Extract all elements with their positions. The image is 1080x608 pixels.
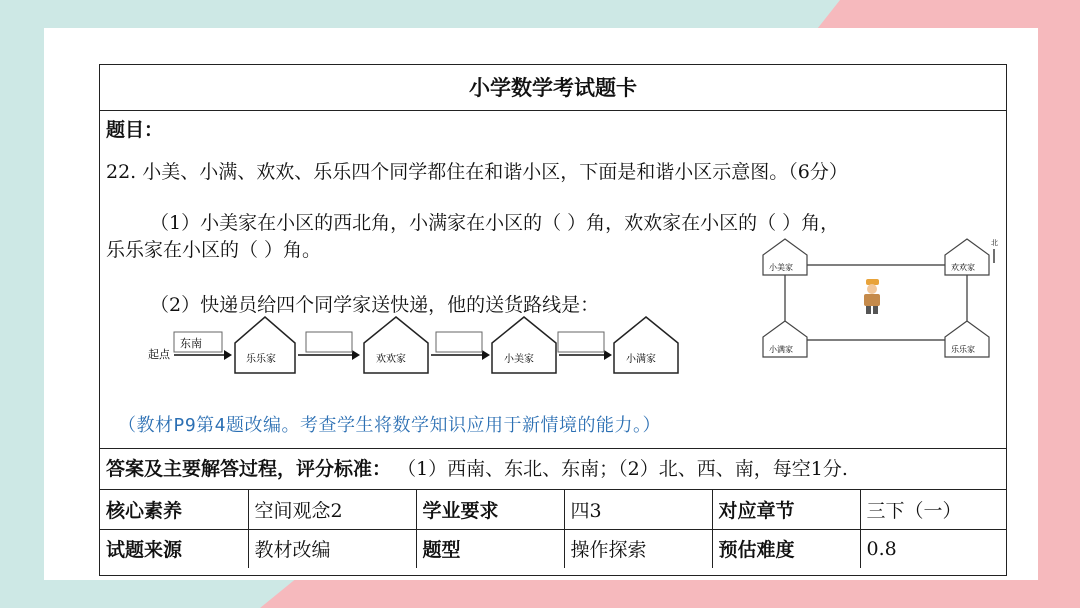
meta-label-requirement: 学业要求: [416, 490, 564, 529]
arrowhead-icon: [604, 350, 612, 360]
table-row: [100, 529, 1006, 568]
part2-text: （2）快递员给四个同学家送快递，他的送货路线是：: [150, 294, 600, 316]
house-label-1: 乐乐家: [246, 354, 276, 365]
meta-table: [100, 490, 1006, 568]
question-intro: 22. 小美、小满、欢欢、乐乐四个同学都住在和谐小区，下面是和谐小区示意图。（6分）: [106, 161, 848, 183]
courier-icon: [864, 279, 880, 314]
meta-value-requirement: 四3: [564, 490, 712, 529]
route-diagram: [140, 315, 700, 385]
meta-value-difficulty: 0.8: [860, 529, 1006, 568]
answer-text: （1）西南、东北、东南；（2）北、西、南，每空1分.: [397, 458, 848, 480]
meta-value-source: 教材改编: [248, 529, 416, 568]
map-label-ne: 欢欢家: [951, 263, 975, 272]
part1-line1: （1）小美家在小区的西北角，小满家在小区的（ ）角，欢欢家在小区的（ ）角，: [150, 212, 840, 234]
house-label-2: 欢欢家: [376, 354, 406, 365]
route-start: 起点: [148, 348, 170, 361]
house-label-3: 小美家: [504, 354, 534, 365]
meta-label-chapter: 对应章节: [712, 490, 860, 529]
meta-value-chapter: 三下（一）: [860, 490, 1006, 529]
meta-label-type: 题型: [416, 529, 564, 568]
map-label-sw: 小满家: [769, 345, 793, 354]
meta-value-type: 操作探索: [564, 529, 712, 568]
meta-label-core: 核心素养: [100, 490, 248, 529]
arrowhead-icon: [224, 350, 232, 360]
part1-line2: 乐乐家在小区的（ ）角。: [106, 239, 322, 261]
arrowhead-icon: [482, 350, 490, 360]
source-note: （教材P9第4题改编。考查学生将数学知识应用于新情境的能力。）: [118, 415, 662, 436]
meta-label-difficulty: 预估难度: [712, 529, 860, 568]
arrowhead-icon: [352, 350, 360, 360]
answer-label: 答案及主要解答过程，评分标准：: [106, 458, 392, 480]
direction-blank-2: [306, 332, 352, 352]
direction-blank-3: [436, 332, 482, 352]
exam-card: [99, 64, 1007, 576]
house-label-4: 小满家: [626, 354, 656, 365]
card-title: 小学数学考试题卡: [100, 65, 1006, 111]
meta-value-core: 空间观念2: [248, 490, 416, 529]
table-row: [100, 490, 1006, 529]
question-label: 题目：: [106, 119, 164, 141]
direction-1-text: 东南: [180, 337, 202, 350]
north-label: 北: [991, 239, 998, 247]
meta-label-source: 试题来源: [100, 529, 248, 568]
map-label-se: 乐乐家: [951, 345, 975, 354]
community-map: [755, 235, 1005, 365]
direction-blank-4: [558, 332, 604, 352]
map-label-nw: 小美家: [769, 263, 793, 272]
answer-row: [100, 448, 1006, 490]
